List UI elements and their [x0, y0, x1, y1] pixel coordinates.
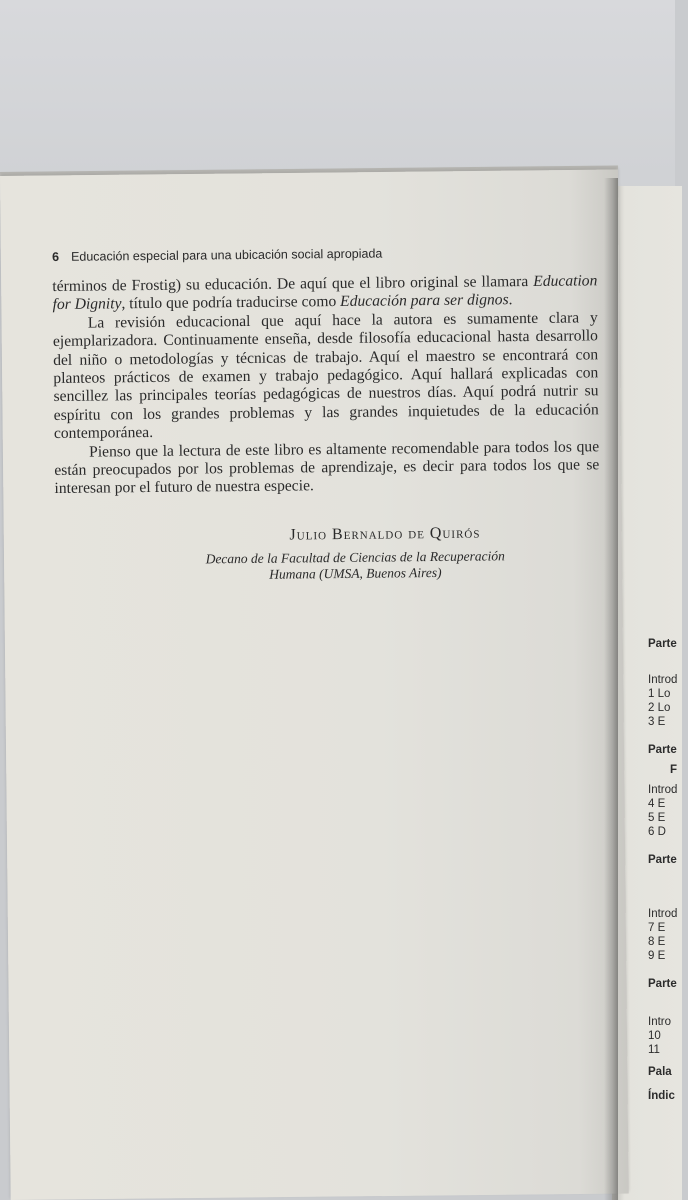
toc-entry: Parte — [648, 854, 677, 866]
signature-role-line-2: Humana (UMSA, Buenos Aires) — [269, 564, 442, 582]
toc-entry: Introd — [648, 784, 678, 796]
toc-entry: 3 E — [648, 716, 666, 728]
toc-entry: 10 — [648, 1030, 661, 1042]
toc-entry: 2 Lo — [648, 702, 671, 714]
paragraph-1-text-e: . — [508, 291, 513, 309]
toc-entry: 9 E — [648, 950, 666, 962]
paragraph-1-title-es: Educación para ser dignos — [340, 291, 509, 311]
toc-entry: 6 D — [648, 826, 666, 838]
toc-entry: 7 E — [648, 922, 666, 934]
signature-role-line-1: Decano de la Facultad de Ciencias de la Recuperación — [205, 548, 505, 567]
paragraph-1-text-a: términos de Frostig) su educación. De aquí que el libro original se llamara — [52, 273, 529, 295]
running-head-title: Educación especial para una ubicación social apropiada — [70, 246, 383, 264]
toc-entry: Introd — [648, 674, 678, 686]
paragraph-1-text-c: , título que podría traducirse como — [121, 293, 337, 313]
toc-entry: 1 Lo — [648, 688, 671, 700]
book-gutter — [604, 178, 618, 1200]
paragraph-2: La revisión educacional que aquí hace la autora es sumamente clara y ejemplarizadora. Continuamente enseña, desde filosofía educacional hasta desarrollo del niño o metodologías y técnicas de trabajo. Aquí el maestro se encontrará con planteos prácticos de examen y trabajo pedagógico. Aquí hallará explicadas con sencillez las principales teorías pedagógicas de nuestros días. Aquí podrá nutrir su espíritu con los grandes problemas y las grandes inquietudes de la educación contemporánea. — [52, 309, 599, 443]
toc-entry: 4 E — [648, 798, 666, 810]
page-content — [52, 244, 600, 585]
toc-entry: 8 E — [648, 936, 666, 948]
toc-entry: Pala — [648, 1066, 672, 1078]
toc-entry: Introd — [648, 908, 678, 920]
paragraph-3: Pienso que la lectura de este libro es altamente recomendable para todos los que están preocupados por los problemas de aprendizaje, es decir para todos los que se interesan por el futuro de nuestra especie. — [54, 437, 600, 498]
signature-block — [110, 523, 601, 584]
toc-entry: Parte — [648, 638, 677, 650]
toc-entry: Índic — [648, 1090, 675, 1102]
toc-entry: Parte — [648, 978, 677, 990]
signature-name: Julio Bernaldo de Quirós — [289, 524, 481, 544]
toc-entry: Parte — [648, 744, 677, 756]
toc-entry: Intro — [648, 1016, 672, 1028]
signature-role — [110, 547, 600, 584]
toc-entry: 11 — [648, 1044, 660, 1056]
toc-entry: F — [670, 764, 678, 776]
toc-entry: 5 E — [648, 812, 666, 824]
page-number: 6 — [52, 249, 60, 264]
paragraph-1-title-en: Education for Dignity — [52, 272, 598, 314]
paragraph-1 — [52, 272, 597, 315]
